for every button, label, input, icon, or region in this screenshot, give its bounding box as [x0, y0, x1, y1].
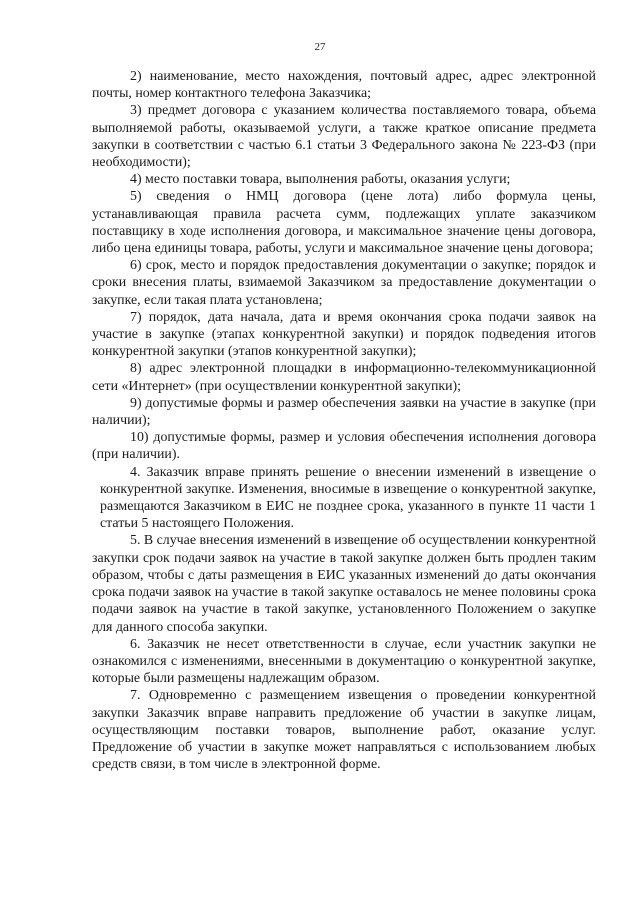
- list-item-3: 3) предмет договора с указанием количества поставляемого товара, объема выполняемой работы, оказываемой услуги, а также краткое описание предмета закупки в соответствии с частью 6.1 статьи 3 Федерального закона № 223-ФЗ (при необходимости);: [92, 103, 596, 171]
- list-item-6: 6) срок, место и порядок предоставления документации о закупке; порядок и сроки внесения платы, взимаемой Заказчиком за предоставление документации о закупке, если такая плата установлена;: [92, 258, 596, 308]
- list-item-9: 9) допустимые формы и размер обеспечения заявки на участие в закупке (при наличии);: [92, 395, 596, 429]
- list-item-10: 10) допустимые формы, размер и условия обеспечения исполнения договора (при наличии).: [92, 430, 596, 463]
- list-item-2: 2) наименование, место нахождения, почтовый адрес, адрес электронной почты, номер контактного телефона Заказчика;: [92, 69, 596, 102]
- list-item-4: 4) место поставки товара, выполнения работы, оказания услуги;: [130, 172, 511, 188]
- list-item-8: 8) адрес электронной площадки в информационно-телекоммуникационной сети «Интернет» (при осуществлении конкурентной закупки);: [92, 361, 596, 394]
- clause-7: 7. Одновременно с размещением извещения о проведении конкурентной закупки Заказчик вправе направить предложение об участии в закупке лицам, осуществляющим поставки товаров, выполнение работ, оказание услуг. Предложение об участии в закупке может направляться с использованием любых средств связи, в том числе в электронной форме.: [92, 688, 596, 773]
- clause-6: 6. Заказчик не несет ответственности в случае, если участник закупки не ознакомился с изменениями, внесенными в документацию о конкурентной закупке, которые были размещены надлежащим образом.: [92, 636, 596, 687]
- list-item-5: 5) сведения о НМЦ договора (цене лота) либо формула цены, устанавливающая правила расчета сумм, подлежащих уплате заказчиком поставщику в ходе исполнения договора, и максимальное значение цены договора, либо цена единицы товара, работы, услуги и максимальное значение цены договора;: [92, 189, 596, 257]
- clause-5: 5. В случае внесения изменений в извещение об осуществлении конкурентной закупки срок подачи заявок на участие в такой закупке должен быть продлен таким образом, чтобы с даты размещения в ЕИС указанных изменений до даты окончания срока подачи заявок на участие в такой закупке оставалось не менее половины срока подачи заявок на участие в такой закупке, установленного Положением о закупке для данного способа закупки.: [92, 533, 596, 635]
- list-item-7: 7) порядок, дата начала, дата и время окончания срока подачи заявок на участие в закупке (этапах конкурентной закупки) и порядок подведения итогов конкурентной закупки (этапов конкурентной закупки);: [92, 309, 596, 360]
- page-number: 27: [314, 41, 326, 53]
- document-body: [92, 68, 596, 773]
- clause-4: 4. Заказчик вправе принять решение о внесении изменений в извещение о конкурентной закупке. Изменения, вносимые в извещение о конкурентной закупке, размещаются Заказчиком в ЕИС не позднее срока, указанного в пункте 11 части 1 статьи 5 настоящего Положения.: [100, 464, 596, 532]
